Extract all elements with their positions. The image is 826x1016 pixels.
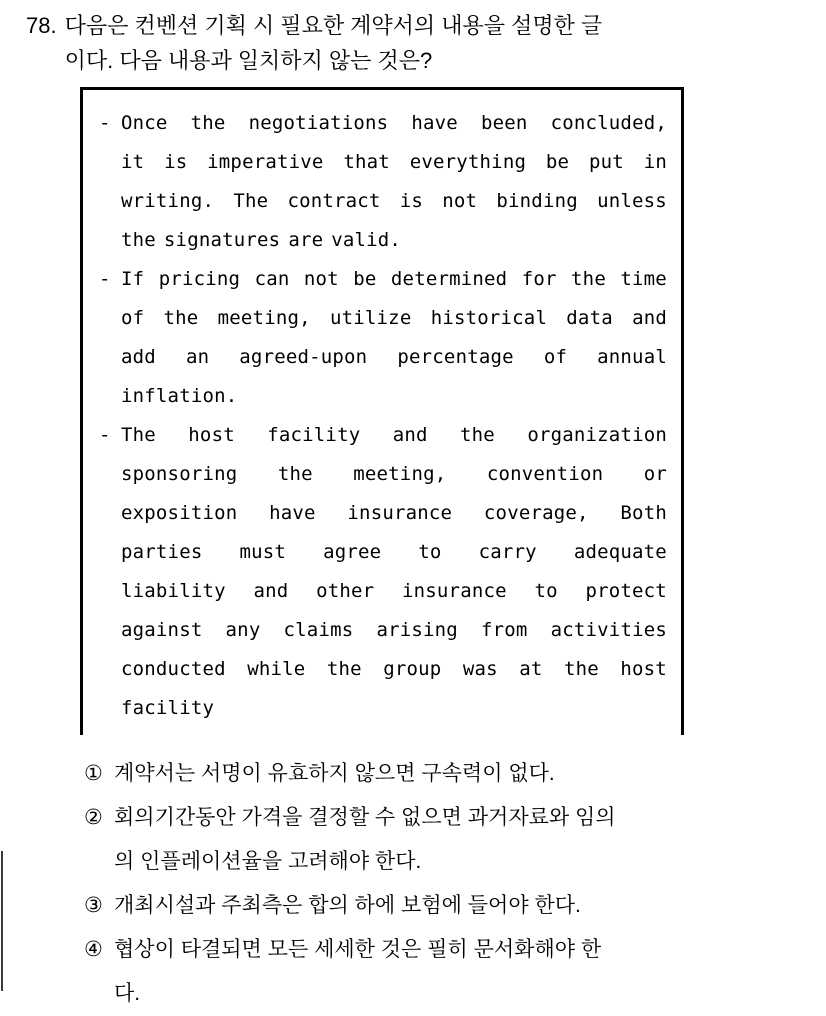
- passage-word: from: [480, 619, 528, 641]
- passage-word: activities: [550, 619, 667, 641]
- passage-word: agreed-upon: [239, 346, 368, 368]
- passage-line: [121, 182, 667, 221]
- passage-word: while: [247, 658, 306, 680]
- passage-word: in: [643, 151, 667, 173]
- passage-word: the: [571, 268, 606, 290]
- passage-word: be: [545, 151, 570, 173]
- passage-word: host: [620, 658, 667, 680]
- question-number: 78.: [26, 13, 57, 38]
- passage-word: can: [254, 268, 290, 290]
- question-stem: [26, 8, 816, 78]
- passage-word: to: [418, 541, 442, 563]
- passage-bullet-lines: [121, 260, 667, 416]
- passage-word: insurance: [402, 580, 507, 602]
- passage-word: been: [480, 112, 528, 134]
- passage-bullet-item: [99, 416, 667, 728]
- question-text-line: 이다. 다음 내용과 일치하지 않는 것은?: [64, 48, 433, 73]
- passage-word: convention: [486, 463, 604, 485]
- option-line: 개최시설과 주최측은 합의 하에 보험에 들어야 한다.: [114, 894, 581, 917]
- passage-word: organization: [527, 424, 667, 446]
- passage-word: meeting,: [217, 307, 311, 329]
- option-marker-2: ②: [84, 806, 103, 829]
- passage-line: [121, 416, 667, 455]
- passage-line: [121, 494, 667, 533]
- passage-word: to: [534, 580, 558, 602]
- passage-word: was: [462, 658, 498, 680]
- passage-word: claims: [283, 619, 354, 641]
- passage-word: imperative: [207, 151, 324, 173]
- passage-word: Both: [620, 502, 667, 524]
- passage-word: Once: [121, 112, 168, 134]
- passage-word: group: [383, 658, 442, 680]
- passage-word: are: [288, 229, 324, 251]
- passage-line: [121, 299, 667, 338]
- passage-word: negotiations: [248, 112, 389, 134]
- option-text-4: [114, 928, 826, 1016]
- option-marker-1: ①: [84, 762, 103, 785]
- passage-word: for: [521, 268, 557, 290]
- passage-word: everything: [409, 151, 527, 173]
- passage-line: [121, 533, 667, 572]
- passage-word: any: [225, 619, 261, 641]
- option-text-3: [114, 884, 826, 928]
- passage-word: signatures: [163, 229, 281, 251]
- passage-box: [80, 87, 684, 735]
- bullet-dash-icon: -: [99, 112, 111, 134]
- question-text: [65, 8, 816, 78]
- passage-content: [83, 90, 681, 728]
- passage-word: historical: [430, 307, 548, 329]
- option-marker-4: ④: [84, 938, 103, 961]
- passage-word: the: [326, 658, 362, 680]
- passage-word: not: [303, 268, 339, 290]
- passage-word: sponsoring: [121, 463, 238, 485]
- answer-option-3[interactable]: [84, 884, 826, 928]
- passage-word: and: [392, 424, 428, 446]
- option-text-1: [114, 752, 826, 796]
- answer-option-4[interactable]: [84, 928, 826, 1016]
- passage-line: [121, 611, 667, 650]
- passage-line: [121, 572, 667, 611]
- passage-word: protect: [585, 580, 667, 602]
- option-marker-3: ③: [84, 894, 103, 917]
- passage-word: of: [121, 307, 145, 329]
- passage-word: the: [121, 229, 156, 251]
- passage-word: other: [316, 580, 375, 602]
- passage-word: binding: [496, 190, 578, 212]
- passage-word: or: [643, 463, 667, 485]
- passage-line: [121, 650, 667, 689]
- passage-word: at: [519, 658, 543, 680]
- passage-word: percentage: [397, 346, 514, 368]
- option-line: 회의기간동안 가격을 결정할 수 없으면 과거자료와 임의: [114, 806, 616, 829]
- passage-word: an: [185, 346, 210, 368]
- passage-word: pricing: [158, 268, 241, 290]
- passage-word: is: [164, 151, 188, 173]
- passage-line: [121, 377, 667, 416]
- passage-bullet-item: [99, 260, 667, 416]
- passage-word: data: [566, 307, 613, 329]
- passage-word: adequate: [573, 541, 667, 563]
- passage-word: If: [121, 268, 145, 290]
- passage-word: carry: [478, 541, 537, 563]
- bullet-dash-icon: -: [99, 268, 111, 290]
- answer-option-2[interactable]: [84, 796, 826, 884]
- scan-edge-artifact: [1, 851, 3, 991]
- passage-word: have: [411, 112, 458, 134]
- passage-line: [121, 338, 667, 377]
- passage-word: exposition: [121, 502, 238, 524]
- passage-bullet-lines: [121, 104, 667, 260]
- passage-word: concluded,: [550, 112, 667, 134]
- option-line: 협상이 타결되면 모든 세세한 것은 필히 문서화해야 한: [114, 938, 602, 961]
- passage-word: The: [121, 424, 156, 446]
- option-text-2: [114, 796, 826, 884]
- passage-word: against: [121, 619, 203, 641]
- passage-word: facility: [121, 697, 215, 719]
- option-line: 다.: [114, 982, 141, 1005]
- passage-word: be: [353, 268, 377, 290]
- passage-word: conducted: [121, 658, 226, 680]
- passage-word: add: [121, 346, 156, 368]
- passage-word: that: [343, 151, 390, 173]
- passage-line: [121, 143, 667, 182]
- passage-word: it: [121, 151, 145, 173]
- question-text-line: 다음은 컨벤션 기획 시 필요한 계약서의 내용을 설명한 글: [64, 13, 603, 38]
- passage-word: The: [233, 190, 269, 212]
- passage-line: [121, 221, 667, 260]
- passage-word: have: [269, 502, 316, 524]
- passage-word: determined: [390, 268, 508, 290]
- option-line: 계약서는 서명이 유효하지 않으면 구속력이 없다.: [114, 762, 555, 785]
- passage-word: the: [277, 463, 313, 485]
- passage-word: coverage,: [483, 502, 589, 524]
- passage-word: annual: [597, 346, 667, 368]
- passage-word: unless: [597, 190, 667, 212]
- passage-word: the: [190, 112, 226, 134]
- answer-option-1[interactable]: [84, 752, 826, 796]
- passage-bullet-item: [99, 104, 667, 260]
- passage-word: meeting,: [353, 463, 447, 485]
- passage-word: liability: [121, 580, 226, 602]
- passage-word: host: [188, 424, 235, 446]
- passage-word: arising: [376, 619, 458, 641]
- passage-word: of: [543, 346, 568, 368]
- passage-bullet-lines: [121, 416, 667, 728]
- passage-word: the: [460, 424, 495, 446]
- passage-word: must: [239, 541, 287, 563]
- passage-word: time: [620, 268, 667, 290]
- passage-line: [121, 260, 667, 299]
- passage-word: facility: [267, 424, 361, 446]
- bullet-dash-icon: -: [99, 424, 111, 446]
- option-line: 의 인플레이션율을 고려해야 한다.: [114, 850, 422, 873]
- passage-word: is: [399, 190, 424, 212]
- passage-word: agree: [323, 541, 382, 563]
- passage-word: parties: [121, 541, 203, 563]
- passage-line: [121, 455, 667, 494]
- passage-word: contract: [287, 190, 381, 212]
- passage-word: insurance: [347, 502, 453, 524]
- passage-word: put: [588, 151, 624, 173]
- answer-options: [84, 752, 826, 1016]
- passage-line: [121, 104, 667, 143]
- passage-word: valid.: [331, 229, 402, 251]
- passage-word: the: [163, 307, 199, 329]
- passage-word: not: [442, 190, 478, 212]
- passage-word: and: [253, 580, 289, 602]
- passage-word: writing.: [121, 190, 215, 212]
- passage-word: and: [632, 307, 667, 329]
- passage-word: the: [564, 658, 599, 680]
- passage-line: [121, 689, 667, 728]
- passage-word: utilize: [329, 307, 412, 329]
- passage-word: inflation.: [121, 385, 238, 407]
